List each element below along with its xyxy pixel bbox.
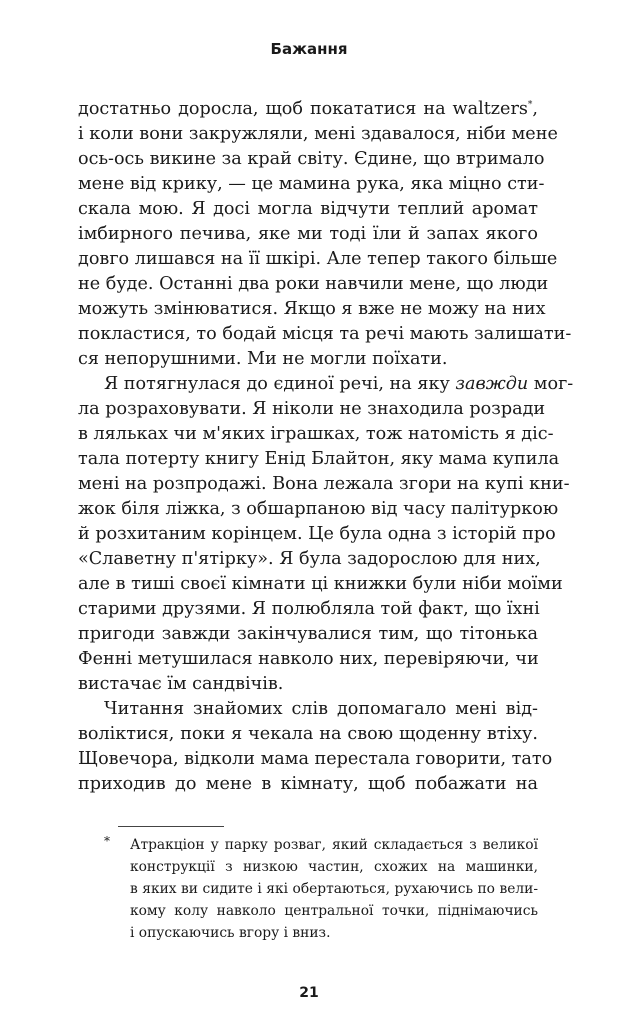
footnote-reference: * [527,100,533,110]
text-line: ось-ось викине за край світу. Єдине, що втримало [78,149,545,169]
page-number: 21 [299,985,319,1001]
text-line: не буде. Останні два роки навчили мене, що люди [78,274,549,294]
text-line: достатньо доросла, щоб покататися на waltzers*, [78,99,538,119]
running-header: Бажання [270,40,348,58]
text-line: приходив до мене в кімнату, щоб побажати на [78,774,538,794]
body-text [78,97,574,797]
footnote-line: кому колу навколо центральної точки, піднімаючись [130,903,538,919]
text-line: ла розраховувати. Я ніколи не знаходила розради [78,399,546,419]
text-line: в ляльках чи м'яких іграшках, тож натомість я діс- [78,424,554,444]
text-line: Читання знайомих слів допомагало мені від- [104,699,538,719]
text-line: але в тиші своєї кімнати ці книжки були ніби моїми [78,574,563,594]
text-line: довго лишався на її шкірі. Але тепер такого більше [78,249,558,269]
text-line: ся непорушними. Ми не могли поїхати. [78,349,448,369]
footnote-mark: * [104,834,110,848]
text-line: мені на розпродажі. Вона лежала згори на купі кни- [78,474,570,494]
text-line: «Славетну п'ятірку». Я була задорослою для них, [78,549,541,569]
text-line: пригоди завжди закінчувалися тим, що тітонька [78,624,538,644]
text-line: Щовечора, відколи мама перестала говорити, тато [78,749,553,769]
text-line: скала мою. Я досі могла відчути теплий аромат [78,199,538,219]
text-line: вистачає їм сандвічів. [78,674,284,694]
text-line: імбирного печива, яке ми тоді їли й запах якого [78,224,538,244]
footnote-line: і опускаючись вгору і вниз. [130,925,331,941]
text-line: мене від крику, — це мамина рука, яка міцно сти- [78,174,545,194]
text-line: тала потерту книгу Енід Блайтон, яку мама купила [78,449,560,469]
text-line: й розхитаним корінцем. Це була одна з історій про [78,524,556,544]
text-line: покластися, то бодай місця та речі мають залишати- [78,324,572,344]
text-line: і коли вони закружляли, мені здавалося, ніби мене [78,124,558,144]
text-line: старими друзями. Я полюбляла той факт, що їхні [78,599,540,619]
text-line: волiктися, поки я чекала на свою щоденну втіху. [78,724,538,744]
emphasis: завжди [455,374,529,394]
footnote-line: в яких ви сидите і які обертаються, рухаючись по вели- [130,881,538,897]
text-line: жок біля ліжка, з обшарпаною від часу палітуркою [78,499,559,519]
footnote-line: Атракціон у парку розваг, який складається з великої [130,837,538,853]
text-line: Я потягнулася до єдиної речі, на яку завжди мог- [104,374,574,394]
text-line: Фенні метушилася навколо них, перевіряючи, чи [78,649,539,669]
footnote [130,834,538,944]
footnote-line: конструкції з низкою частин, схожих на машинки, [130,859,538,875]
text-line: можуть змінюватися. Якщо я вже не можу на них [78,299,546,319]
footnote-divider [118,826,224,827]
